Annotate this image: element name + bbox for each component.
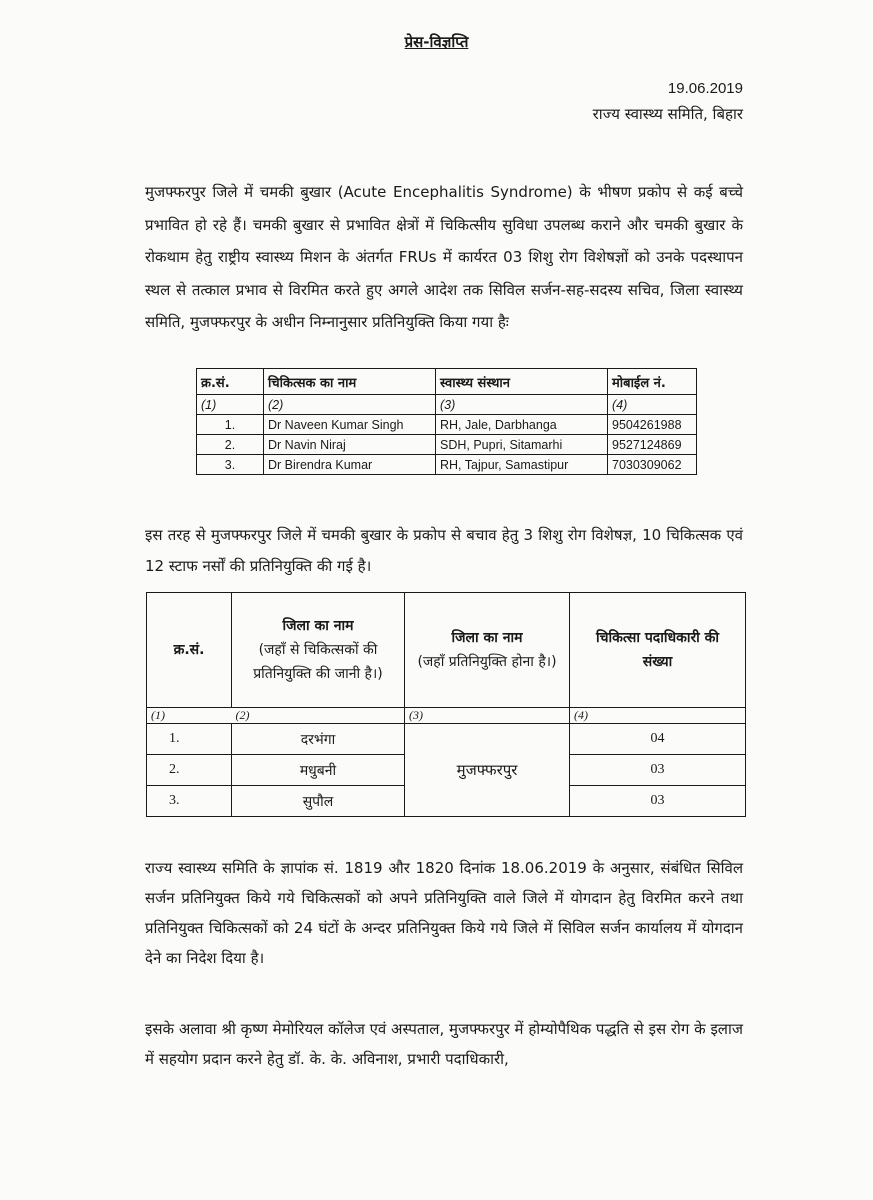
serial-cell: 1. bbox=[197, 415, 264, 435]
table-header-row bbox=[147, 593, 746, 708]
col-header-institution: स्वास्थ्य संस्थान bbox=[436, 369, 608, 395]
index-cell: (4) bbox=[570, 708, 746, 724]
table-row bbox=[197, 455, 697, 475]
institution-cell: SDH, Pupri, Sitamarhi bbox=[436, 435, 608, 455]
index-cell: (4) bbox=[608, 395, 697, 415]
institution-cell: RH, Tajpur, Samastipur bbox=[436, 455, 608, 475]
institution-cell: RH, Jale, Darbhanga bbox=[436, 415, 608, 435]
serial-cell: 2. bbox=[197, 435, 264, 455]
officer-count-title: चिकित्सा पदाधिकारी की संख्या bbox=[595, 630, 720, 670]
target-district-subtitle: (जहाँ प्रतिनियुक्ति होना है।) bbox=[417, 654, 557, 670]
officer-count-cell: 03 bbox=[570, 755, 746, 786]
table-row bbox=[147, 724, 746, 755]
col-header-source-district bbox=[232, 593, 405, 708]
target-district-title: जिला का नाम bbox=[451, 630, 523, 646]
serial-cell: 3. bbox=[197, 455, 264, 475]
district-deployment-table bbox=[146, 592, 746, 817]
source-district-cell: मधुबनी bbox=[232, 755, 405, 786]
serial-cell: 1. bbox=[147, 724, 232, 755]
target-district-cell: मुजफ्फरपुर bbox=[405, 724, 570, 817]
doctor-name-cell: Dr Navin Niraj bbox=[264, 435, 436, 455]
index-cell: (3) bbox=[405, 708, 570, 724]
index-cell: (1) bbox=[197, 395, 264, 415]
page-title: प्रेस-विज्ञप्ति bbox=[404, 33, 469, 51]
col-header-mobile: मोबाईल नं. bbox=[608, 369, 697, 395]
source-district-cell: सुपौल bbox=[232, 786, 405, 817]
doctor-name-cell: Dr Naveen Kumar Singh bbox=[264, 415, 436, 435]
col-header-target-district bbox=[405, 593, 570, 708]
serial-cell: 2. bbox=[147, 755, 232, 786]
index-cell: (2) bbox=[232, 708, 405, 724]
issuing-organization: राज्य स्वास्थ्य समिति, बिहार bbox=[592, 105, 743, 123]
serial-header-label: क्र.सं. bbox=[173, 642, 205, 658]
officer-count-cell: 03 bbox=[570, 786, 746, 817]
paragraph-homeopathy: इसके अलावा श्री कृष्ण मेमोरियल कॉलेज एवं अस्पताल, मुजफ्फरपुर में होम्योपैथिक पद्धति से इस रोग के इलाज में सहयोग प्रदान करने हेतु डॉ. के. के. अविनाश, प्रभारी पदाधिकारी, bbox=[145, 1020, 743, 1068]
paragraph-directive: राज्य स्वास्थ्य समिति के ज्ञापांक सं. 1819 और 1820 दिनांक 18.06.2019 के अनुसार, संबंधित सिविल सर्जन प्रतिनियुक्त किये गये चिकित्सकों को अपने प्रतिनियुक्ति वाले जिले में योगदान हेतु विरमित करने तथा प्रतिनियुक्त चिकित्सकों को 24 घंटों के अन्दर प्रतिनियुक्त किये गये जिले में सिविल सर्जन कार्यालय में योगदान देने का निदेश दिया है। bbox=[145, 859, 743, 967]
source-district-title: जिला का नाम bbox=[282, 618, 354, 634]
col-header-serial: क्र.सं. bbox=[197, 369, 264, 395]
mobile-cell: 9527124869 bbox=[608, 435, 697, 455]
table-index-row bbox=[197, 395, 697, 415]
document-date: 19.06.2019 bbox=[667, 80, 743, 97]
source-district-cell: दरभंगा bbox=[232, 724, 405, 755]
index-cell: (3) bbox=[436, 395, 608, 415]
paragraph-summary: इस तरह से मुजफ्फरपुर जिले में चमकी बुखार के प्रकोप से बचाव हेतु 3 शिशु रोग विशेषज्ञ, 10 चिकित्सक एवं 12 स्टाफ नर्सों की प्रतिनियुक्ति की गई है। bbox=[145, 526, 743, 575]
col-header-serial bbox=[147, 593, 232, 708]
col-header-doctor-name: चिकित्सक का नाम bbox=[264, 369, 436, 395]
paragraph-intro: मुजफ्फरपुर जिले में चमकी बुखार (Acute Encephalitis Syndrome) के भीषण प्रकोप से कई बच्चे प्रभावित हो रहे हैं। चमकी बुखार से प्रभावित क्षेत्रों में चिकित्सीय सुविधा उपलब्ध कराने और चमकी बुखार के रोकथाम हेतु राष्ट्रीय स्वास्थ्य मिशन के अंतर्गत FRUs में कार्यरत 03 शिशु रोग विशेषज्ञों को उनके पदस्थापन स्थल से तत्काल प्रभाव से विरमित करते हुए अगले आदेश तक सिविल सर्जन-सह-सदस्य सचिव, जिला स्वास्थ्य समिति, मुजफ्फरपुर के अधीन निम्नानुसार प्रतिनियुक्ति किया गया हैः bbox=[145, 183, 743, 331]
mobile-cell: 9504261988 bbox=[608, 415, 697, 435]
officer-count-cell: 04 bbox=[570, 724, 746, 755]
source-district-subtitle: (जहाँ से चिकित्सकों की प्रतिनियुक्ति की जानी है।) bbox=[253, 642, 383, 682]
table-header-row bbox=[197, 369, 697, 395]
mobile-cell: 7030309062 bbox=[608, 455, 697, 475]
serial-cell: 3. bbox=[147, 786, 232, 817]
index-cell: (1) bbox=[147, 708, 232, 724]
specialists-table bbox=[196, 368, 697, 475]
table-row bbox=[197, 415, 697, 435]
table-index-row bbox=[147, 708, 746, 724]
table-row bbox=[197, 435, 697, 455]
col-header-officer-count bbox=[570, 593, 746, 708]
doctor-name-cell: Dr Birendra Kumar bbox=[264, 455, 436, 475]
index-cell: (2) bbox=[264, 395, 436, 415]
